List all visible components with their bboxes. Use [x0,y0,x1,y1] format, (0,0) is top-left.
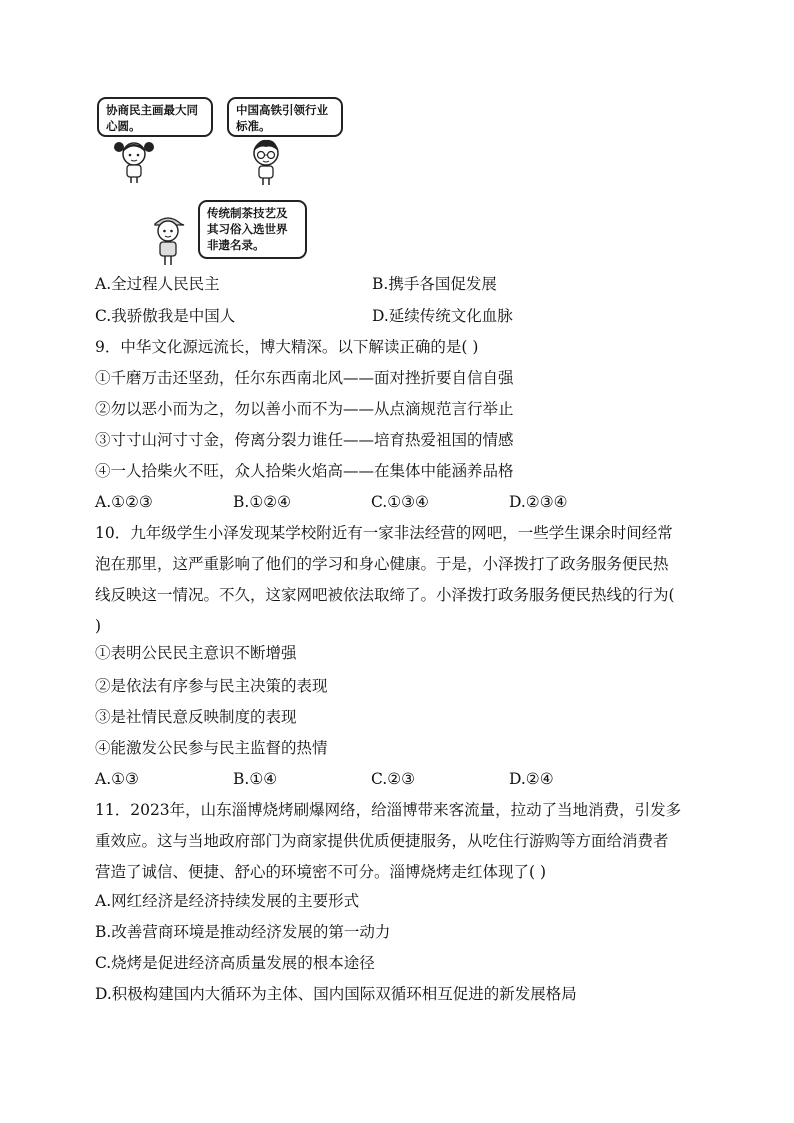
q10-item-1: ①表明公民民主意识不断增强 [95,644,297,662]
q11-stem-line-2: 重效应。这与当地政府部门为商家提供优质便捷服务，从吃住行游购等方面给消费者 [95,832,669,850]
q10-item-3: ③是社情民意反映制度的表现 [95,708,297,726]
q9-item-2: ②勿以恶小而为之，勿以善小而不为——从点滴规范言行举止 [95,400,514,418]
q11-option-c: C.烧烤是促进经济高质量发展的根本途径 [95,954,375,972]
q11-option-b: B.改善营商环境是推动经济发展的第一动力 [95,923,391,941]
boy-with-cap-icon [148,210,188,268]
q10-option-a: A.①③ [95,770,139,788]
speech-bubble-2: 中国高铁引领行业标准。 [227,97,343,137]
q9-stem: 9．中华文化源远流长，博大精深。以下解读正确的是( ) [95,338,479,356]
q10-item-2: ②是依法有序参与民主决策的表现 [95,677,328,695]
q10-stem-line-2: 泡在那里，这严重影响了他们的学习和身心健康。于是，小泽拨打了政务服务便民热 [95,555,669,573]
q11-option-a: A.网红经济是经济持续发展的主要形式 [95,892,360,910]
q11-stem-line-3: 营造了诚信、便捷、舒心的环境密不可分。淄博烧烤走红体现了( ) [95,863,547,881]
q9-option-a: A.①②③ [95,493,153,511]
q8-option-a: A.全过程人民民主 [95,275,220,293]
q10-option-d: D.②④ [509,770,554,788]
q10-item-4: ④能激发公民参与民主监督的热情 [95,739,328,757]
q10-option-c: C.②③ [371,770,416,788]
q9-item-1: ①千磨万击还坚劲，任尔东西南北风——面对挫折要自信自强 [95,369,514,387]
q10-option-b: B.①④ [233,770,278,788]
q8-option-d: D.延续传统文化血脉 [372,307,513,325]
q10-stem-line-1: 10．九年级学生小泽发现某学校附近有一家非法经营的网吧，一些学生课余时间经常 [95,524,673,542]
girl-figure-icon [110,137,158,185]
speech-bubble-1: 协商民主画最大同心圆。 [97,97,213,137]
boy-figure-icon [244,137,288,187]
q9-option-c: C.①③④ [371,493,429,511]
q11-option-d: D.积极构建国内大循环为主体、国内国际双循环相互促进的新发展格局 [95,985,577,1003]
q8-option-c: C.我骄傲我是中国人 [95,307,236,325]
q9-option-b: B.①②④ [233,493,292,511]
q10-stem-line-4: ) [95,617,102,635]
q9-item-3: ③寸寸山河寸寸金，侉离分裂力谁任——培育热爱祖国的情感 [95,431,514,449]
speech-bubble-3: 传统制茶技艺及其习俗入选世界非遗名录。 [198,200,307,259]
q8-option-b: B.携手各国促发展 [372,275,497,293]
q10-stem-line-3: 线反映这一情况。不久，这家网吧被依法取缔了。小泽拨打政务服务便民热线的行为( [95,586,675,604]
q9-item-4: ④一人拾柴火不旺，众人拾柴火焰高——在集体中能涵养品格 [95,462,514,480]
q9-option-d: D.②③④ [509,493,568,511]
q11-stem-line-1: 11．2023年，山东淄博烧烤刷爆网络，给淄博带来客流量，拉动了当地消费，引发多 [95,801,682,819]
